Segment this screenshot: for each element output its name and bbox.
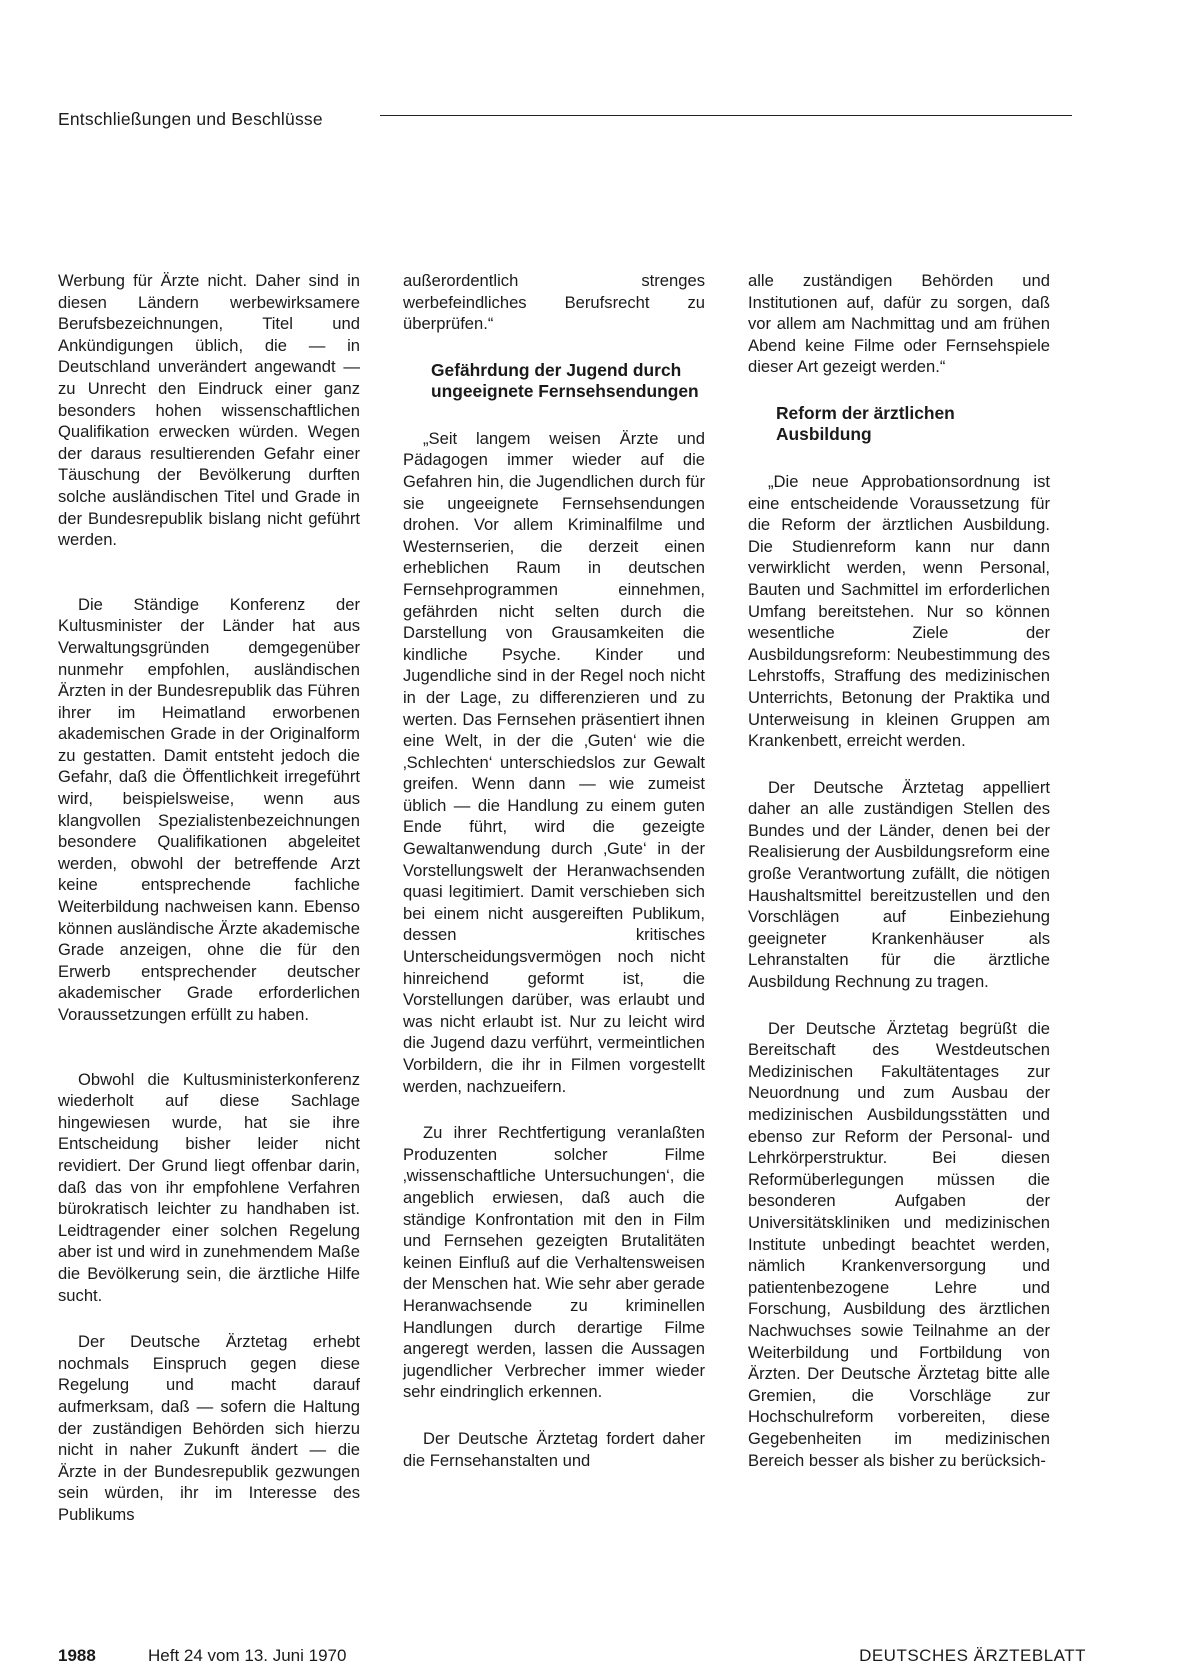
paragraph: Die Ständige Konferenz der Kultusminister der Länder hat aus Verwaltungsgründen demgegenüber nunmehr empfohlen, ausländischen Ärzten in der Bundesrepublik das Führen ihrer im Heimatland erworbenen akademischen Grade in der Originalform zu gestatten. Damit entsteht jedoch die Gefahr, daß die Öffentlichkeit irregeführt wird, beispielsweise, wenn aus klangvollen Spezialistenbezeichnungen besondere Qualifikationen abgeleitet werden, obwohl der betreffende Arzt keine entsprechende fachliche Weiterbildung nachweisen kann. Ebenso können ausländische Ärzte akademische Grade anzeigen, ohne die für den Erwerb entsprechender deutscher akademischer Grade erforderlichen Voraussetzungen erfüllt zu haben. [58, 594, 360, 1024]
paragraph-spacer [748, 446, 1050, 471]
paragraph: Der Deutsche Ärztetag fordert daher die Fernsehanstalten und [403, 1428, 705, 1470]
text-column-1 [58, 270, 360, 1525]
paragraph: Werbung für Ärzte nicht. Daher sind in diesen Ländern werbewirksamere Berufsbezeichnungen, Titel und Ankündigungen üblich, die — in Deutschland unverändert angewandt — zu Unrecht den Eindruck einer ganz besonders hohen wissenschaftlichen Qualifikation erwecken würden. Wegen der daraus resultierenden Gefahr einer Täuschung der Bevölkerung durften solche ausländischen Titel und Grade in der Bundesrepublik bislang nicht geführt werden. [58, 271, 360, 550]
paragraph: Der Deutsche Ärztetag erhebt nochmals Einspruch gegen diese Regelung und macht darauf aufmerksam, daß — sofern die Haltung der zuständigen Behörden sich hierzu nicht in naher Zukunft ändert — die Ärzte in der Bundesrepublik gezwungen sein würden, ihr im Interesse des Publikums [58, 1332, 360, 1524]
paragraph: Der Deutsche Ärztetag begrüßt die Bereitschaft des Westdeutschen Medizinischen Fakultätentages zur Neuordnung und zum Ausbau der medizinischen Ausbildungsstätten und ebenso zur Reform der Personal- und Lehrkörperstruktur. Bei diesen Reformüberlegungen müssen die besonderen Aufgaben der Universitätskliniken und medizinischen Institute unbedingt beachtet werden, nämlich Krankenversorgung und patientenbezogene Lehre und Forschung, Ausbildung des ärztlichen Nachwuchses sowie Teilnahme an der Weiterbildung und Fortbildung von Ärzten. Der Deutsche Ärztetag bitte alle Gremien, die Vorschläge zur Hochschulreform vorbereiten, diese Gegebenheiten im medizinischen Bereich besser als bisher zu berücksich- [748, 1018, 1050, 1470]
paragraph-spacer [748, 378, 1050, 403]
paragraph-spacer [403, 1097, 705, 1122]
paragraph: Zu ihrer Rechtfertigung veranlaßten Produzenten solcher Filme ‚wissenschaftliche Untersuchungen‘, die angeblich erwiesen, daß auch die ständige Konfrontation mit den in Film und Fernsehen gezeigten Brutalitäten keinen Einfluß auf die Verhaltensweisen der Menschen hat. Wie sehr aber gerade Heranwachsende zu kriminellen Handlungen durch derartige Filme angeregt werden, lassen die Aussagen jugendlicher Verbrecher immer wieder sehr eindringlich erkennen. [403, 1123, 705, 1402]
section-heading: Reform der ärztlichen Ausbildung [776, 402, 955, 445]
paragraph: „Die neue Approbationsordnung ist eine entscheidende Voraussetzung für die Reform der ärztlichen Ausbildung. Die Studienreform kann nur dann verwirklicht werden, wenn Personal, Bauten und Sachmittel im erforderlichen Umfang bereitstehen. Nur so können wesentliche Ziele der Ausbildungsreform: Neubestimmung des Lehrstoffs, Straffung des medizinischen Unterrichts, Betonung der Praktika und Unterweisung in kleinen Gruppen am Krankenbett, erreicht werden. [748, 471, 1050, 751]
text-column-3 [748, 270, 1050, 1471]
page-number: 1988 [58, 1646, 96, 1665]
section-heading: Gefährdung der Jugend durch ungeeignete Fernsehsendungen [431, 359, 699, 402]
paragraph: außerordentlich strenges werbefeindliches Berufsrecht zu überprüfen.“ [403, 271, 705, 334]
paragraph: „Seit langem weisen Ärzte und Pädagogen immer wieder auf die Gefahren hin, die Jugendlichen durch für sie ungeeignete Fernsehsendungen drohen. Vor allem Kriminalfilme und Westernserien, die derzeit einen erheblichen Raum in deutschen Fernsehprogrammen einnehmen, gefährden nicht selten durch die Darstellung von Grausamkeiten die kindliche Psyche. Kinder und Jugendliche sind in der Regel noch nicht in der Lage, zu differenzieren und zu werten. Das Fernsehen präsentiert ihnen eine Welt, in der die ‚Guten‘ wie die ‚Schlechten‘ unterschiedslos zur Gewalt greifen. Wenn dann — wie zumeist üblich — die Handlung zu einem guten Ende führt, wird die gezeigte Gewaltanwendung durch ‚Gute‘ in der Vorstellungswelt der Heranwachsenden quasi legitimiert. Damit verschieben sich bei einem nicht ausgereiften Publikum, dessen kritisches Unterscheidungsvermögen noch nicht hinreichend geformt ist, die Vorstellungen darüber, was erlaubt und was nicht erlaubt ist. Nur zu leicht wird die Jugend dazu verführt, vermeintlichen Vorbildern, die ihr in Filmen vorgestellt werden, nachzueifern. [403, 428, 705, 1096]
paragraph-spacer [748, 993, 1050, 1018]
paragraph: Der Deutsche Ärztetag appelliert daher an alle zuständigen Stellen des Bundes und der Länder, denen bei der Realisierung der Ausbildungsreform eine große Verantwortung zufällt, die nötigen Haushaltsmittel bereitzustellen und den Vorschlägen auf Einbeziehung geeigneter Krankenhäuser als Lehranstalten für die ärztliche Ausbildung Rechnung zu tragen. [748, 777, 1050, 992]
paragraph: alle zuständigen Behörden und Institutionen auf, dafür zu sorgen, daß vor allem am Nachmittag und am frühen Abend keine Filme oder Fernsehspiele dieser Art gezeigt werden.“ [748, 271, 1050, 377]
header-rule [380, 115, 1072, 116]
text-column-2 [403, 270, 705, 1471]
journal-name: DEUTSCHES ÄRZTEBLATT [859, 1646, 1086, 1665]
paragraph-spacer [58, 551, 360, 594]
paragraph: Obwohl die Kultusministerkonferenz wiederholt auf diese Sachlage hingewiesen wurde, hat sie ihre Entscheidung bisher leider nicht revidiert. Der Grund liegt offenbar darin, daß das von ihr empfohlene Verfahren bürokratisch leichter zu handhaben ist. Leidtragender einer solchen Regelung aber ist und wird in zunehmendem Maße die Bevölkerung sein, die ärztliche Hilfe sucht. [58, 1069, 360, 1305]
paragraph-spacer [403, 1403, 705, 1428]
section-title: Entschließungen und Beschlüsse [58, 109, 323, 129]
paragraph-spacer [748, 752, 1050, 777]
paragraph-spacer [58, 1306, 360, 1331]
paragraph-spacer [403, 335, 705, 360]
paragraph-spacer [403, 403, 705, 428]
issue-info: Heft 24 vom 13. Juni 1970 [148, 1646, 347, 1665]
paragraph-spacer [58, 1026, 360, 1069]
